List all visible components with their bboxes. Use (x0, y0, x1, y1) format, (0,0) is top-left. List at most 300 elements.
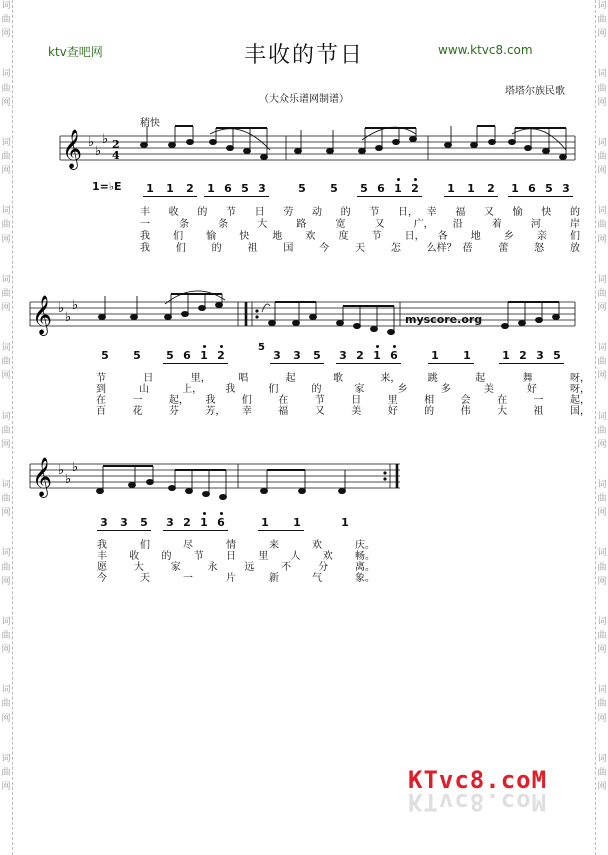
lyric-char: 条 (179, 219, 190, 230)
jianpu-note: 1 (200, 349, 208, 362)
svg-text:2: 2 (112, 138, 120, 151)
svg-text:4: 4 (112, 149, 120, 162)
lyric-char: 跳 (427, 373, 438, 384)
edge-char: 词 (597, 411, 607, 422)
lyric-char: 节 (96, 373, 106, 384)
jianpu-note: 6 (528, 182, 536, 195)
jianpu-note: 2 (411, 182, 419, 195)
lyric-char: 大 (257, 219, 268, 230)
lyric-char: 今 (97, 573, 107, 584)
edge-char: 曲 (597, 767, 607, 778)
tempo-marking: 稍快 (140, 118, 160, 129)
jianpu-note: 6 (377, 182, 385, 195)
svg-text:♭: ♭ (72, 460, 79, 475)
jianpu-note: 3 (562, 182, 570, 195)
jianpu-note: 5 (545, 182, 553, 195)
jianpu-note: 1 (511, 182, 519, 195)
edge-char: 词 (1, 69, 11, 80)
jianpu-note: 3 (273, 349, 281, 362)
lyric-char: 里， (190, 373, 211, 384)
octave-dot (203, 512, 206, 515)
jianpu-note: 1 (463, 349, 471, 362)
lyric-char: 起 (475, 373, 486, 384)
lyric-char: 节 (371, 231, 382, 242)
lyric-char: 我 (225, 384, 236, 395)
lyric-char: 我 (97, 540, 107, 551)
lyric-char: 又 (374, 219, 385, 230)
edge-char: 网 (597, 371, 607, 382)
jianpu-note: 3 (166, 516, 174, 529)
edge-char: 词 (597, 685, 607, 696)
lyric-char: 庆。 (355, 540, 375, 551)
svg-text:♭: ♭ (95, 144, 102, 159)
edge-char: 曲 (597, 15, 607, 26)
song-origin: 塔塔尔族民歌 (505, 86, 565, 97)
lyric-char: 地 (272, 231, 283, 242)
lyric-char: 快 (541, 207, 552, 218)
lyric-char: 的 (570, 207, 580, 218)
lyric-char: 大 (133, 562, 144, 573)
lyric-char: 各 (437, 231, 448, 242)
edge-char: 曲 (1, 15, 11, 26)
jianpu-note: 1 (261, 516, 269, 529)
jianpu-note: 5 (101, 349, 109, 362)
lyric-char: 国， (570, 406, 590, 417)
lyric-char: 花 (132, 406, 143, 417)
jianpu-note: 6 (183, 349, 191, 362)
jianpu-note: 1 (166, 182, 174, 195)
svg-text:♭: ♭ (58, 301, 65, 316)
edge-char: 曲 (1, 630, 11, 641)
beam-underline (499, 363, 564, 364)
staff-system-3 (30, 464, 400, 488)
beam-underline (97, 530, 151, 531)
jianpu-note: 2 (217, 349, 225, 362)
lyric-char: 来 (269, 540, 279, 551)
lyric-char: 唱 (238, 373, 249, 384)
beam-underline (258, 530, 304, 531)
edge-char: 曲 (1, 151, 11, 162)
lyric-char: 在 (96, 395, 106, 406)
lyric-char: 上， (182, 384, 203, 395)
edge-char: 词 (597, 69, 607, 80)
jianpu-note: 3 (293, 349, 301, 362)
jianpu-note: 3 (339, 349, 347, 362)
lyric-char: 亲 (536, 231, 547, 242)
lyric-char: 节 (226, 207, 236, 218)
lyric-char: 离。 (355, 562, 375, 573)
lyric-char: 又 (314, 406, 325, 417)
svg-text:♭: ♭ (88, 135, 95, 150)
edge-char: 曲 (597, 562, 607, 573)
lyric-char: 国 (283, 243, 294, 254)
lyric-char: 芬 (168, 406, 179, 417)
edge-char: 曲 (597, 630, 607, 641)
edge-char: 网 (597, 781, 607, 792)
lyric-char: 畅。 (355, 551, 375, 562)
lyric-char: 新 (269, 573, 279, 584)
jianpu-note: 1 (373, 349, 381, 362)
lyric-char: 节 (369, 207, 380, 218)
octave-dot (393, 345, 396, 348)
svg-text:𝄞: 𝄞 (32, 457, 53, 497)
lyric-char: 愿 (97, 562, 107, 573)
lyric-char: 家 (170, 562, 181, 573)
treble-clef-icon: 𝄞 (62, 129, 83, 169)
lyric-char: 远 (244, 562, 255, 573)
lyric-char: 蓓 (462, 243, 473, 254)
lyric-char: 们 (241, 395, 252, 406)
lyric-char: 会 (460, 395, 471, 406)
edge-char: 词 (597, 548, 607, 559)
edge-char: 网 (597, 645, 607, 656)
edge-char: 曲 (1, 357, 11, 368)
edge-char: 词 (1, 137, 11, 148)
jianpu-note: 5 (140, 516, 148, 529)
lyric-char: 今 (319, 243, 330, 254)
site-name-left: ktv查吧网 (48, 45, 103, 59)
edge-char: 词 (1, 753, 11, 764)
lyric-char: 情 (226, 540, 236, 551)
jianpu-note: 1 (394, 182, 402, 195)
site-url-right: www.ktvc8.com (438, 43, 533, 57)
lyric-char: 的 (340, 207, 351, 218)
edge-char: 网 (597, 29, 607, 40)
lyric-char: 快 (239, 231, 250, 242)
edge-char: 词 (597, 753, 607, 764)
lyric-char: 日， (404, 231, 425, 242)
beam-underline (270, 363, 324, 364)
key-signature-label: 1=♭E (92, 180, 122, 193)
octave-dot (414, 178, 417, 181)
edge-char: 网 (597, 234, 607, 245)
lyric-char: 来， (380, 373, 401, 384)
lyric-char: 怒 (534, 243, 545, 254)
lyric-char: 福 (278, 406, 289, 417)
jianpu-note: 5 (313, 349, 321, 362)
lyric-char: 的 (311, 384, 322, 395)
lyric-char: 在 (278, 395, 289, 406)
lyric-char: 丰 (140, 207, 150, 218)
staff-system-1 (60, 136, 575, 160)
jianpu-note: 1 (200, 516, 208, 529)
lyric-char: 起 (285, 373, 296, 384)
edge-char: 词 (597, 343, 607, 354)
lyric-char: 河 (530, 219, 541, 230)
lyric-char: 的 (424, 406, 435, 417)
jianpu-note: 3 (100, 516, 108, 529)
lyric-char: 呀， (570, 384, 590, 395)
jianpu-note: 6 (217, 516, 225, 529)
edge-char: 词 (597, 616, 607, 627)
edge-char: 词 (597, 1, 607, 11)
edge-char: 词 (597, 206, 607, 217)
edge-char: 曲 (1, 494, 11, 505)
lyric-char: 们 (570, 231, 580, 242)
lyric-char: 福 (455, 207, 466, 218)
edge-char: 词 (1, 274, 11, 285)
edge-char: 曲 (597, 83, 607, 94)
footer-logo-reflection: KTvc8.coM (408, 788, 548, 816)
lyric-char: 收 (168, 207, 179, 218)
edge-char: 网 (1, 713, 11, 724)
lyric-char: 不 (281, 562, 292, 573)
jianpu-note: 1 (431, 349, 439, 362)
jianpu-note: 5 (360, 182, 368, 195)
lyric-char: 幸 (241, 406, 252, 417)
beam-underline (357, 196, 422, 197)
edge-char: 词 (1, 411, 11, 422)
edge-char: 曲 (1, 767, 11, 778)
edge-char: 词 (1, 206, 11, 217)
lyric-char: 一 (533, 395, 544, 406)
svg-text:♭: ♭ (65, 310, 72, 325)
edge-char: 网 (1, 302, 11, 313)
jianpu-note: 2 (519, 349, 527, 362)
jianpu-note: 1 (467, 182, 475, 195)
lyric-char: 在 (497, 395, 508, 406)
song-title: 丰收的节日 (243, 43, 364, 68)
jianpu-note: 5 (241, 182, 249, 195)
edge-char: 词 (597, 137, 607, 148)
lyric-char: 动 (312, 207, 322, 218)
score-credit: （大众乐谱网制谱） (259, 94, 349, 105)
lyric-char: 的 (161, 551, 172, 562)
notes-system-1 (141, 126, 567, 160)
lyric-char: 分 (318, 562, 329, 573)
lyric-char: 又 (484, 207, 494, 218)
lyric-char: 乡 (397, 384, 408, 395)
beam-underline (163, 530, 228, 531)
lyric-char: 百 (96, 406, 106, 417)
svg-text:𝄞: 𝄞 (32, 295, 53, 335)
score-watermark: myscore.org (405, 313, 483, 326)
lyric-char: 们 (268, 384, 279, 395)
svg-text:♭: ♭ (58, 463, 65, 478)
edge-char: 曲 (1, 288, 11, 299)
lyric-char: 起， (168, 395, 189, 406)
svg-text:♭: ♭ (102, 132, 109, 147)
jianpu-note: 3 (120, 516, 128, 529)
octave-dot (220, 512, 223, 515)
edge-char: 网 (1, 576, 11, 587)
lyric-char: 日， (398, 207, 418, 218)
jianpu-note: 1 (447, 182, 455, 195)
lyric-char: 着 (491, 219, 502, 230)
lyric-char: 丰 (97, 551, 107, 562)
svg-text:♭: ♭ (72, 298, 79, 313)
edge-char: 词 (1, 616, 11, 627)
lyric-char: 里 (387, 395, 398, 406)
lyric-char: 收 (129, 551, 140, 562)
notes-system-3 (97, 466, 346, 500)
jianpu-note: 1 (207, 182, 215, 195)
lyric-char: 山 (139, 384, 150, 395)
lyric-char: 日 (351, 395, 362, 406)
lyric-char: 路 (296, 219, 307, 230)
lyric-char: 呀， (570, 373, 590, 384)
beam-underline (444, 196, 498, 197)
edge-char: 曲 (1, 83, 11, 94)
lyric-char: 天 (140, 573, 150, 584)
lyric-char: 一 (183, 573, 193, 584)
edge-char: 网 (1, 234, 11, 245)
lyric-char: 舞 (522, 373, 533, 384)
lyric-char: 好 (526, 384, 537, 395)
edge-char: 网 (1, 508, 11, 519)
edge-char: 曲 (597, 494, 607, 505)
beam-underline (204, 196, 269, 197)
jianpu-note: 1 (293, 516, 301, 529)
edge-char: 曲 (597, 425, 607, 436)
jianpu-note: 5 (166, 349, 174, 362)
lyric-char: 乡 (503, 231, 514, 242)
edge-char: 曲 (597, 699, 607, 710)
edge-char: 网 (1, 166, 11, 177)
svg-text:♭: ♭ (65, 472, 72, 487)
lyric-char: 节 (314, 395, 325, 406)
edge-char: 网 (1, 97, 11, 108)
lyric-char: 欢 (322, 551, 333, 562)
lyric-char: 度 (338, 231, 349, 242)
jianpu-note: 2 (183, 516, 191, 529)
edge-char: 词 (1, 479, 11, 490)
lyric-char: 欢 (312, 540, 322, 551)
lyric-char: 一 (140, 219, 150, 230)
lyric-char: 歌 (333, 373, 343, 384)
octave-dot (397, 178, 400, 181)
lyric-char: 放 (570, 243, 580, 254)
jianpu-note: 5 (298, 182, 306, 195)
jianpu-note: 6 (390, 349, 398, 362)
jianpu-note: 1 (146, 182, 154, 195)
jianpu-note: 2 (487, 182, 495, 195)
octave-dot (220, 345, 223, 348)
jianpu-note: 2 (186, 182, 194, 195)
lyric-char: 起， (570, 395, 590, 406)
beam-underline (428, 363, 474, 364)
edge-char: 网 (597, 576, 607, 587)
lyric-char: 相 (424, 395, 435, 406)
lyric-char: 伟 (460, 406, 471, 417)
lyric-char: 尽 (183, 540, 193, 551)
beam-underline (143, 196, 197, 197)
jianpu-note: 2 (356, 349, 364, 362)
edge-char: 曲 (597, 288, 607, 299)
octave-dot (203, 345, 206, 348)
volta-number: 5 (258, 342, 265, 353)
lyric-char: 沿 (452, 219, 463, 230)
lyric-char: 日 (143, 373, 154, 384)
lyric-char: 家 (354, 384, 365, 395)
lyric-char: 愉 (512, 207, 523, 218)
lyric-char: 祖 (247, 243, 258, 254)
lyric-char: 欢 (305, 231, 316, 242)
lyric-char: 么样？ (426, 243, 457, 254)
lyric-char: 条 (218, 219, 229, 230)
lyric-char: 一 (132, 395, 143, 406)
lyric-char: 节 (193, 551, 204, 562)
lyric-char: 到 (96, 384, 106, 395)
edge-char: 曲 (597, 357, 607, 368)
edge-char: 网 (1, 439, 11, 450)
jianpu-note: 1 (341, 516, 349, 529)
jianpu-note: 6 (224, 182, 232, 195)
edge-char: 曲 (1, 425, 11, 436)
lyric-char: 们 (175, 243, 186, 254)
lyric-char: 气 (312, 573, 322, 584)
jianpu-note: 3 (536, 349, 544, 362)
lyric-char: 们 (173, 231, 184, 242)
lyric-char: 岸 (570, 219, 580, 230)
lyric-char: 广， (413, 219, 434, 230)
lyric-char: 里 (258, 551, 269, 562)
lyric-char: 我 (205, 395, 216, 406)
lyric-char: 美 (483, 384, 494, 395)
lyric-char: 怎 (390, 243, 401, 254)
beam-underline (163, 363, 228, 364)
lyric-char: 美 (351, 406, 362, 417)
edge-char: 网 (1, 781, 11, 792)
edge-char: 词 (1, 343, 11, 354)
jianpu-note: 5 (330, 182, 338, 195)
lyric-char: 大 (497, 406, 508, 417)
edge-char: 曲 (1, 562, 11, 573)
lyric-char: 的 (197, 207, 208, 218)
edge-char: 词 (1, 548, 11, 559)
edge-char: 网 (1, 645, 11, 656)
lyric-char: 芳， (205, 406, 226, 417)
lyric-char: 宽 (335, 219, 346, 230)
lyric-char: 永 (207, 562, 218, 573)
lyric-char: 多 (440, 384, 451, 395)
edge-char: 曲 (1, 220, 11, 231)
edge-char: 网 (597, 439, 607, 450)
edge-char: 网 (597, 97, 607, 108)
octave-dot (376, 345, 379, 348)
edge-char: 曲 (597, 151, 607, 162)
lyric-char: 幸 (426, 207, 437, 218)
footer-logo: KTvc8.coM (408, 766, 548, 794)
jianpu-note: 5 (553, 349, 561, 362)
lyric-char: 愉 (206, 231, 217, 242)
lyric-char: 象。 (355, 573, 375, 584)
edge-char: 网 (597, 508, 607, 519)
edge-char: 网 (597, 302, 607, 313)
edge-char: 网 (1, 29, 11, 40)
lyric-char: 我 (140, 243, 150, 254)
lyric-char: 日 (226, 551, 236, 562)
lyric-char: 片 (226, 573, 236, 584)
edge-char: 网 (597, 713, 607, 724)
beam-underline (336, 363, 401, 364)
beam-underline (508, 196, 573, 197)
lyric-char: 人 (290, 551, 301, 562)
lyric-char: 好 (387, 406, 398, 417)
jianpu-note: 3 (258, 182, 266, 195)
lyric-char: 天 (355, 243, 365, 254)
lyric-char: 蕾 (498, 243, 509, 254)
edge-char: 词 (1, 1, 11, 11)
edge-char: 曲 (597, 220, 607, 231)
lyric-char: 的 (211, 243, 222, 254)
edge-char: 网 (1, 371, 11, 382)
lyric-char: 劳 (283, 207, 294, 218)
edge-char: 曲 (1, 699, 11, 710)
staff-system-2 (30, 302, 575, 326)
lyric-char: 我 (140, 231, 150, 242)
edge-char: 词 (1, 685, 11, 696)
